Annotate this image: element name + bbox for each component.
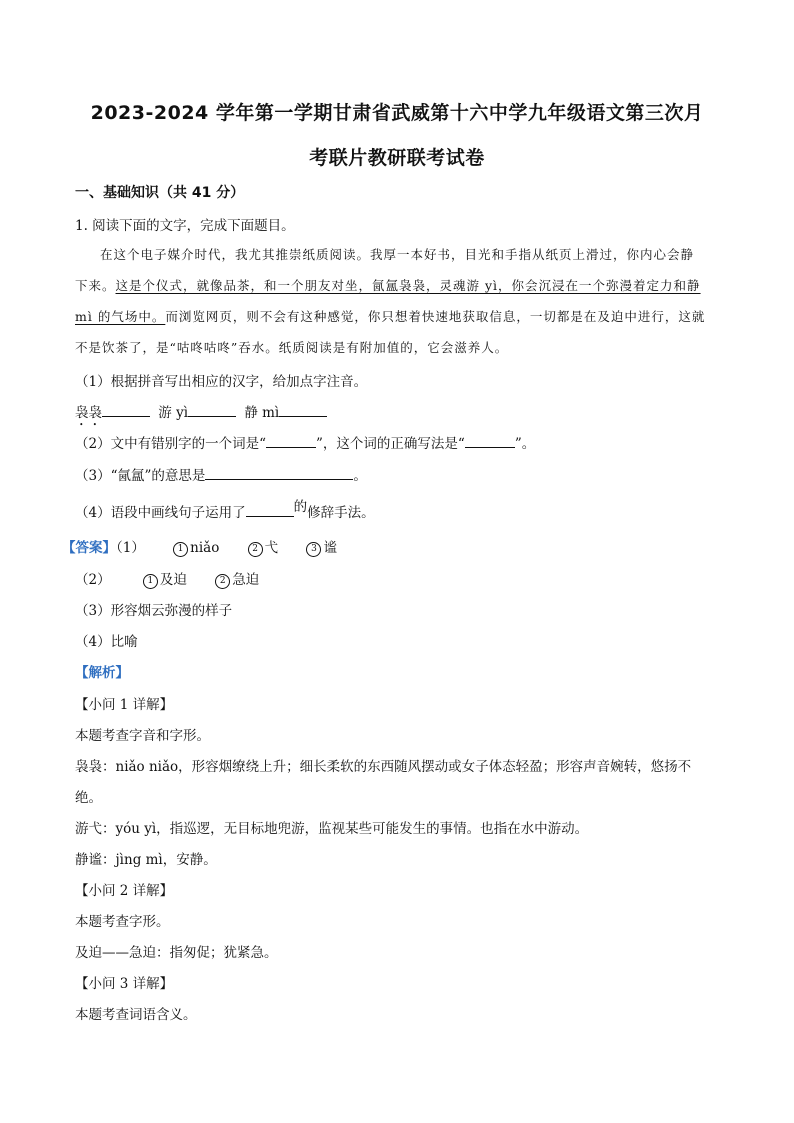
circled-number: 1 bbox=[143, 574, 158, 589]
answer-item bbox=[306, 540, 337, 556]
answer-blank[interactable] bbox=[279, 404, 327, 417]
answer-item bbox=[143, 572, 187, 588]
sub4-text: （4）语段中画线句子运用了 bbox=[75, 505, 246, 521]
answer-item bbox=[215, 572, 259, 588]
circled-number: 2 bbox=[248, 542, 263, 557]
passage-text: 下来。 bbox=[75, 278, 116, 293]
sub-question-3 bbox=[75, 464, 367, 484]
sub3-text: （3）“氤氲”的意思是 bbox=[75, 468, 206, 484]
answer-text: 及迫 bbox=[159, 572, 187, 588]
answer-blank[interactable] bbox=[465, 435, 515, 448]
answer-text: niǎo bbox=[190, 540, 220, 556]
detail-1-intro: 本题考查字音和字形。 bbox=[75, 728, 210, 744]
passage-line-3 bbox=[75, 307, 705, 325]
detail-1-line-1: 袅袅：niǎo niǎo，形容烟缭绕上升；细长柔软的东西随风摆动或女子体态轻盈；形容声音婉转，悠扬不 bbox=[75, 759, 692, 775]
passage-line-4: 不是饮茶了，是“咕咚咕咚”吞水。纸质阅读是有附加值的，它会滋养人。 bbox=[75, 340, 509, 355]
answer-item bbox=[248, 540, 279, 556]
circled-number: 2 bbox=[215, 574, 230, 589]
sub4-text: 的 bbox=[293, 499, 308, 515]
sub-question-2 bbox=[75, 432, 535, 452]
item-niaoniao: 袅袅 bbox=[75, 405, 102, 421]
answer-line-1 bbox=[62, 536, 337, 557]
question-stem: 1. 阅读下面的文字，完成下面题目。 bbox=[75, 218, 295, 234]
answer-blank[interactable] bbox=[246, 504, 294, 517]
sub2-text: ”，这个词的正确写法是“ bbox=[316, 436, 465, 452]
page-title-line1: 2023-2024 学年第一学期甘肃省武威第十六中学九年级语文第三次月 bbox=[90, 102, 704, 124]
sub-question-4 bbox=[75, 501, 375, 521]
passage-text: 而浏览网页，则不会有这种感觉，你只想着快速地获取信息，一切都是在及迫中进行，这就 bbox=[165, 309, 706, 324]
answer-label: 【答案】 bbox=[62, 540, 116, 556]
answer-line-4: （4）比喻 bbox=[75, 634, 138, 650]
answer-blank[interactable] bbox=[266, 435, 316, 448]
detail-2-intro: 本题考查字形。 bbox=[75, 914, 170, 930]
detail-2-line-1: 及迫——急迫：指匆促；犹紧急。 bbox=[75, 945, 278, 961]
passage-line-2 bbox=[75, 276, 701, 294]
detail-1-line-3: 游弋：yóu yì，指巡逻，无目标地兜游，监视某些可能发生的事情。也指在水中游动。 bbox=[75, 821, 589, 837]
sub-question-1: （1）根据拼音写出相应的汉字，给加点字注音。 bbox=[75, 374, 368, 390]
answer-line-3: （3）形容烟云弥漫的样子 bbox=[75, 603, 233, 619]
detail-3-intro: 本题考查词语含义。 bbox=[75, 1007, 197, 1023]
circled-number: 1 bbox=[173, 542, 188, 557]
answer-prefix: （2） bbox=[75, 572, 111, 588]
item-jingmi: 静 mì bbox=[244, 405, 280, 421]
sub2-text: （2）文中有错别字的一个词是“ bbox=[75, 436, 266, 452]
underlined-sentence: 这是个仪式，就像品茶，和一个朋友对坐，氤氲袅袅，灵魂游 yì，你会沉浸在一个弥漫着定力和静 bbox=[115, 278, 701, 293]
page-title-line2: 考联片教研联考试卷 bbox=[309, 147, 485, 169]
detail-1-heading: 【小问 1 详解】 bbox=[75, 697, 174, 713]
item-youyi: 游 yì bbox=[158, 405, 189, 421]
circled-number: 3 bbox=[306, 542, 321, 557]
sub2-text: ”。 bbox=[514, 436, 536, 452]
answer-text: 谧 bbox=[323, 540, 337, 556]
answer-prefix: （1） bbox=[116, 540, 145, 556]
answer-text: 急迫 bbox=[232, 572, 260, 588]
detail-2-heading: 【小问 2 详解】 bbox=[75, 883, 174, 899]
underlined-sentence-end: mì 的气场中。 bbox=[75, 309, 166, 324]
detail-1-line-2: 绝。 bbox=[75, 790, 102, 806]
section-heading: 一、基础知识（共 41 分） bbox=[75, 185, 245, 201]
answer-line-2 bbox=[75, 568, 259, 589]
answer-text: 弋 bbox=[264, 540, 279, 556]
answer-blank[interactable] bbox=[205, 467, 353, 480]
detail-1-line-4: 静谧：jìng mì，安静。 bbox=[75, 852, 217, 868]
sub3-text: 。 bbox=[353, 468, 367, 484]
analysis-label: 【解析】 bbox=[75, 665, 129, 681]
answer-item bbox=[173, 540, 219, 556]
detail-3-heading: 【小问 3 详解】 bbox=[75, 976, 174, 992]
passage-line-1: 在这个电子媒介时代，我尤其推崇纸质阅读。我厚一本好书，目光和手指从纸页上滑过，你内心会静 bbox=[100, 247, 695, 262]
answer-blank[interactable] bbox=[102, 404, 150, 417]
answer-blank[interactable] bbox=[188, 404, 236, 417]
sub-question-1-items bbox=[75, 401, 327, 429]
sub4-text: 修辞手法。 bbox=[307, 505, 375, 521]
